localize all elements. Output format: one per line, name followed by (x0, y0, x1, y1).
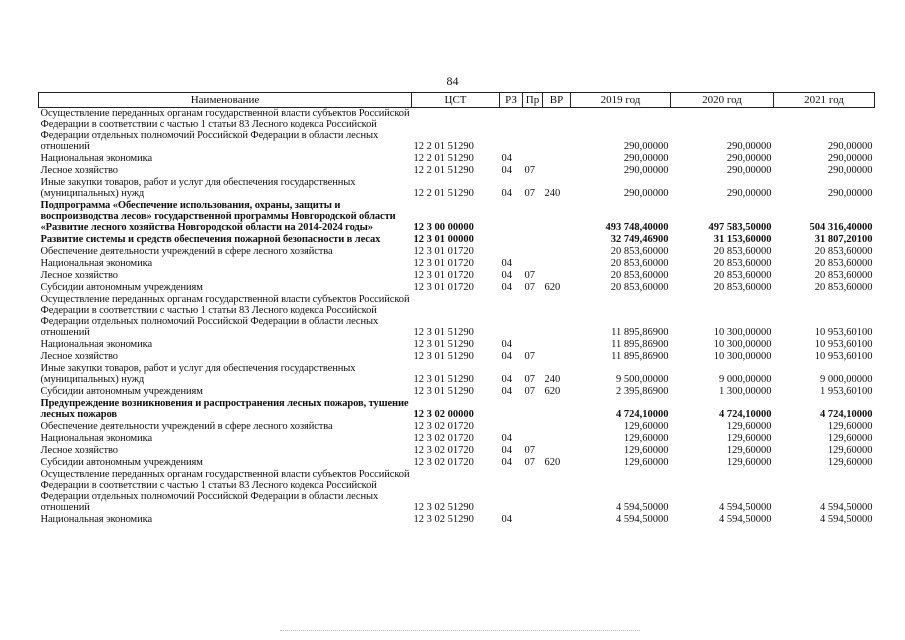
row-2020: 290,00000 (726, 153, 772, 164)
row-vr: 620 (544, 386, 561, 397)
row-2019: 11 895,86900 (611, 351, 669, 362)
row-rz (500, 200, 523, 234)
row-2019: 4 724,10000 (616, 409, 669, 420)
row-cst: 12 3 01 01720 (413, 258, 474, 269)
row-pr: 07 (524, 374, 535, 385)
row-2021: 20 853,60000 (814, 258, 873, 269)
row-2019: 11 895,86900 (611, 327, 669, 338)
row-pr (523, 433, 543, 445)
row-pr: 07 (524, 351, 535, 362)
row-cst: 12 3 01 51290 (413, 327, 474, 338)
row-rz (500, 246, 523, 258)
row-cst: 12 3 01 01720 (413, 246, 474, 257)
row-2020: 10 300,00000 (713, 327, 772, 338)
row-rz: 04 (501, 386, 512, 397)
table-body (39, 108, 875, 527)
header-name: Наименование (39, 93, 412, 108)
row-vr: 240 (544, 188, 561, 199)
row-rz: 04 (501, 339, 512, 350)
row-2021: 129,60000 (827, 457, 873, 468)
row-cst: 12 2 01 51290 (413, 188, 474, 199)
row-2020: 290,00000 (726, 188, 772, 199)
row-2020: 129,60000 (726, 433, 772, 444)
row-cst: 12 2 01 51290 (413, 153, 474, 164)
table-row (39, 153, 875, 165)
row-name: Лесное хозяйство (40, 165, 118, 176)
row-2019: 290,00000 (623, 153, 669, 164)
row-rz: 04 (501, 351, 512, 362)
row-rz: 04 (501, 188, 512, 199)
header-pr: Пр (523, 93, 543, 108)
row-vr (543, 108, 571, 154)
row-name: Обеспечение деятельности учреждений в сфере лесного хозяйства (40, 421, 333, 432)
row-2021: 20 853,60000 (814, 246, 873, 257)
row-pr (523, 339, 543, 351)
table-row (39, 445, 875, 457)
row-2021: 9 000,00000 (820, 374, 873, 385)
row-2021: 290,00000 (827, 153, 873, 164)
row-cst: 12 2 01 51290 (413, 141, 474, 152)
row-vr (543, 270, 571, 282)
row-pr (523, 398, 543, 421)
row-vr: 620 (544, 282, 561, 293)
row-cst: 12 3 02 00000 (413, 409, 474, 420)
row-vr (543, 445, 571, 457)
page-number: 84 (446, 74, 459, 88)
row-cst: 12 3 02 01720 (413, 421, 474, 432)
row-2019: 129,60000 (623, 421, 669, 432)
row-name: Субсидии автономным учреждениям (40, 457, 203, 468)
row-rz: 04 (501, 282, 512, 293)
table-row (39, 294, 875, 339)
row-2020: 1 300,00000 (719, 386, 772, 397)
table-row (39, 258, 875, 270)
row-vr (543, 165, 571, 177)
row-vr (543, 339, 571, 351)
row-2021: 504 316,40000 (809, 222, 873, 233)
row-2019: 20 853,60000 (610, 246, 669, 257)
row-vr (543, 294, 571, 339)
table-row (39, 339, 875, 351)
row-cst: 12 3 01 51290 (413, 351, 474, 362)
row-pr: 07 (524, 270, 535, 281)
row-rz: 04 (501, 270, 512, 281)
row-rz: 04 (501, 258, 512, 269)
row-2019: 129,60000 (623, 433, 669, 444)
row-2021: 129,60000 (827, 433, 873, 444)
header-2021: 2021 год (774, 93, 875, 108)
table-row (39, 282, 875, 294)
row-2019: 493 748,40000 (605, 222, 669, 233)
row-name: Национальная экономика (40, 258, 153, 269)
row-cst: 12 3 00 00000 (413, 222, 474, 233)
row-2020: 9 000,00000 (719, 374, 772, 385)
header-cst: ЦСТ (412, 93, 500, 108)
row-2021: 129,60000 (827, 445, 873, 456)
row-2020: 129,60000 (726, 421, 772, 432)
row-pr: 07 (524, 188, 535, 199)
row-cst: 12 3 02 01720 (413, 457, 474, 468)
row-2021: 20 853,60000 (814, 270, 873, 281)
row-2020: 129,60000 (726, 445, 772, 456)
table-row (39, 514, 875, 526)
row-name: Осуществление переданных органам государственной власти субъектов Российской Федерации в соответствии с частью 1 статьи 83 Лесного кодекса Российской Федерации отдельных полномочий Российской Федерации в области лесных отношений (40, 294, 410, 338)
table-row (39, 234, 875, 246)
row-name: Осуществление переданных органам государственной власти субъектов Российской Федерации в соответствии с частью 1 статьи 83 Лесного кодекса Российской Федерации отдельных полномочий Российской Федерации в области лесных отношений (40, 469, 410, 513)
row-pr (523, 421, 543, 433)
header-2020: 2020 год (671, 93, 774, 108)
row-rz: 04 (501, 374, 512, 385)
row-2020: 497 583,50000 (708, 222, 772, 233)
row-pr: 07 (524, 282, 535, 293)
row-pr: 07 (524, 386, 535, 397)
row-pr (523, 200, 543, 234)
row-rz: 04 (501, 433, 512, 444)
row-2019: 20 853,60000 (610, 270, 669, 281)
row-cst: 12 3 01 51290 (413, 339, 474, 350)
row-rz (500, 108, 523, 154)
row-2021: 4 594,50000 (820, 514, 873, 525)
row-2019: 4 594,50000 (616, 502, 669, 513)
row-rz (500, 469, 523, 514)
row-name: Обеспечение деятельности учреждений в сфере лесного хозяйства (40, 246, 333, 257)
row-2020: 290,00000 (726, 141, 772, 152)
row-name: Подпрограмма «Обеспечение использования, охраны, защиты и воспроизводства лесов» государственной программы Новгородской области «Развитие лесного хозяйства Новгородской области на 2014-2024 годы» (40, 200, 396, 233)
row-2021: 20 853,60000 (814, 282, 873, 293)
row-2019: 20 853,60000 (610, 258, 669, 269)
row-name: Национальная экономика (40, 514, 153, 525)
row-name: Иные закупки товаров, работ и услуг для обеспечения государственных (муниципальных) нужд (40, 177, 356, 199)
row-vr (543, 421, 571, 433)
row-name: Субсидии автономным учреждениям (40, 282, 203, 293)
row-cst: 12 3 02 01720 (413, 433, 474, 444)
row-pr: 07 (524, 445, 535, 456)
row-cst: 12 3 01 01720 (413, 270, 474, 281)
row-name: Осуществление переданных органам государственной власти субъектов Российской Федерации в соответствии с частью 1 статьи 83 Лесного кодекса Российской Федерации отдельных полномочий Российской Федерации в области лесных отношений (40, 108, 410, 152)
row-name: Иные закупки товаров, работ и услуг для обеспечения государственных (муниципальных) нужд (40, 363, 356, 385)
table-row (39, 351, 875, 363)
row-rz (500, 421, 523, 433)
header-rz: РЗ (500, 93, 523, 108)
scan-artifact-line (280, 630, 640, 633)
row-vr (543, 433, 571, 445)
row-2021: 10 953,60100 (814, 351, 873, 362)
row-2019: 129,60000 (623, 457, 669, 468)
row-vr (543, 258, 571, 270)
row-name: Развитие системы и средств обеспечения пожарной безопасности в лесах (40, 234, 381, 245)
row-2019: 290,00000 (623, 165, 669, 176)
table-row (39, 165, 875, 177)
row-cst: 12 3 02 51290 (413, 502, 474, 513)
row-rz: 04 (501, 165, 512, 176)
row-2019: 20 853,60000 (610, 282, 669, 293)
row-cst: 12 3 01 51290 (413, 386, 474, 397)
row-vr (543, 514, 571, 526)
row-2021: 10 953,60100 (814, 339, 873, 350)
row-2020: 4 594,50000 (719, 514, 772, 525)
table-row (39, 108, 875, 154)
row-cst: 12 3 02 51290 (413, 514, 474, 525)
row-rz: 04 (501, 153, 512, 164)
table-row (39, 433, 875, 445)
row-2020: 10 300,00000 (713, 339, 772, 350)
table-row (39, 177, 875, 200)
row-2019: 11 895,86900 (611, 339, 669, 350)
row-vr (543, 398, 571, 421)
row-vr (543, 153, 571, 165)
row-2021: 290,00000 (827, 188, 873, 199)
row-2021: 1 953,60100 (820, 386, 873, 397)
row-rz (500, 398, 523, 421)
row-name: Национальная экономика (40, 339, 153, 350)
row-2020: 4 594,50000 (719, 502, 772, 513)
header-vr: ВР (543, 93, 571, 108)
row-pr: 07 (524, 165, 535, 176)
row-rz: 04 (501, 457, 512, 468)
table-row (39, 457, 875, 469)
row-2020: 129,60000 (726, 457, 772, 468)
row-vr (543, 469, 571, 514)
row-name: Национальная экономика (40, 433, 153, 444)
row-pr (523, 234, 543, 246)
header-2019: 2019 год (571, 93, 671, 108)
row-vr: 240 (544, 374, 561, 385)
table-row (39, 363, 875, 386)
row-2020: 20 853,60000 (713, 258, 772, 269)
row-2019: 129,60000 (623, 445, 669, 456)
table-row (39, 398, 875, 421)
row-cst: 12 3 01 51290 (413, 374, 474, 385)
table-row (39, 246, 875, 258)
row-2019: 2 395,86900 (616, 386, 669, 397)
row-name: Субсидии автономным учреждениям (40, 386, 203, 397)
row-vr: 620 (544, 457, 561, 468)
row-2020: 290,00000 (726, 165, 772, 176)
table-row (39, 421, 875, 433)
row-rz (500, 294, 523, 339)
row-2021: 31 807,20100 (814, 234, 873, 245)
row-2021: 290,00000 (827, 165, 873, 176)
row-name: Лесное хозяйство (40, 351, 118, 362)
budget-table (38, 92, 875, 526)
row-name: Национальная экономика (40, 153, 153, 164)
row-vr (543, 351, 571, 363)
table-row (39, 469, 875, 514)
row-rz: 04 (501, 445, 512, 456)
row-vr (543, 234, 571, 246)
row-2019: 32 749,46900 (610, 234, 669, 245)
row-rz (500, 234, 523, 246)
row-name: Предупреждение возникновения и распространения лесных пожаров, тушение лесных пожаров (40, 398, 409, 420)
table-row (39, 200, 875, 234)
table-row (39, 270, 875, 282)
row-cst: 12 3 02 01720 (413, 445, 474, 456)
table-header-row (39, 93, 875, 108)
row-pr (523, 108, 543, 154)
row-pr (523, 469, 543, 514)
row-2020: 20 853,60000 (713, 282, 772, 293)
row-rz: 04 (501, 514, 512, 525)
row-vr (543, 200, 571, 234)
row-name: Лесное хозяйство (40, 445, 118, 456)
row-pr (523, 258, 543, 270)
row-name: Лесное хозяйство (40, 270, 118, 281)
row-2020: 20 853,60000 (713, 246, 772, 257)
row-cst: 12 3 01 00000 (413, 234, 474, 245)
row-cst: 12 3 01 01720 (413, 282, 474, 293)
row-2021: 4 594,50000 (820, 502, 873, 513)
row-2021: 10 953,60100 (814, 327, 873, 338)
table-row (39, 386, 875, 398)
row-2021: 290,00000 (827, 141, 873, 152)
row-pr: 07 (524, 457, 535, 468)
row-2021: 129,60000 (827, 421, 873, 432)
row-cst: 12 2 01 51290 (413, 165, 474, 176)
row-2020: 20 853,60000 (713, 270, 772, 281)
row-2020: 31 153,60000 (713, 234, 772, 245)
row-2020: 4 724,10000 (719, 409, 772, 420)
row-2019: 290,00000 (623, 141, 669, 152)
row-pr (523, 153, 543, 165)
row-2019: 290,00000 (623, 188, 669, 199)
row-2020: 10 300,00000 (713, 351, 772, 362)
row-pr (523, 514, 543, 526)
row-2019: 9 500,00000 (616, 374, 669, 385)
row-pr (523, 294, 543, 339)
row-pr (523, 246, 543, 258)
row-2019: 4 594,50000 (616, 514, 669, 525)
row-vr (543, 246, 571, 258)
row-2021: 4 724,10000 (820, 409, 873, 420)
